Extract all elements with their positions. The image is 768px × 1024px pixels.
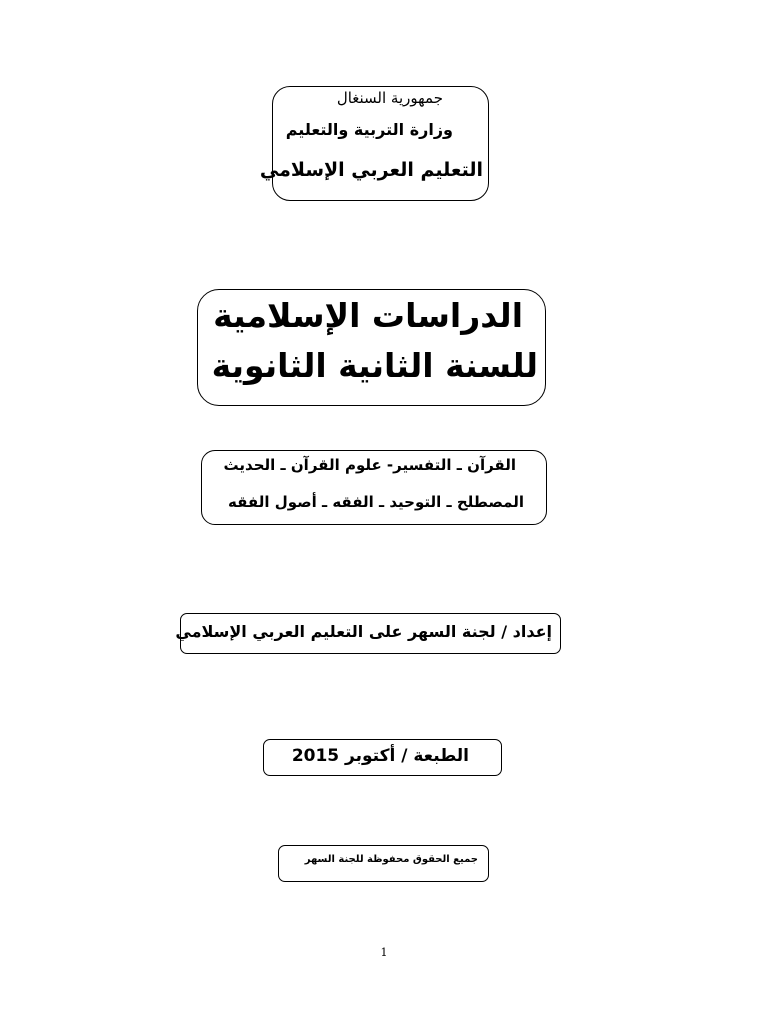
prepared-by-box (175, 613, 561, 654)
document-title: الدراسات الإسلامية (213, 296, 523, 335)
subjects-list-line-1: القرآن ـ التفسير- علوم القرآن ـ الحديث (223, 456, 516, 474)
edition-text: الطبعة / أكتوبر 2015 (291, 746, 469, 766)
prepared-by-text: إعداد / لجنة السهر على التعليم العربي الإسلامي (175, 622, 552, 641)
document-subtitle: للسنة الثانية الثانوية (211, 346, 538, 385)
country-name: جمهورية السنغال (336, 89, 443, 107)
ministry-name: وزارة التربية والتعليم (285, 120, 453, 139)
title-box (197, 289, 546, 406)
page-number: 1 (380, 946, 388, 959)
rights-text: جميع الحقوق محفوظة للجنة السهر (304, 854, 478, 865)
edition-box (263, 739, 502, 776)
rights-box (278, 845, 489, 882)
subjects-box (201, 450, 547, 525)
subjects-list-line-2: المصطلح ـ التوحيد ـ الفقه ـ أصول الفقه (228, 493, 524, 511)
header-box (259, 86, 489, 201)
department-name: التعليم العربي الإسلامي (259, 159, 483, 181)
